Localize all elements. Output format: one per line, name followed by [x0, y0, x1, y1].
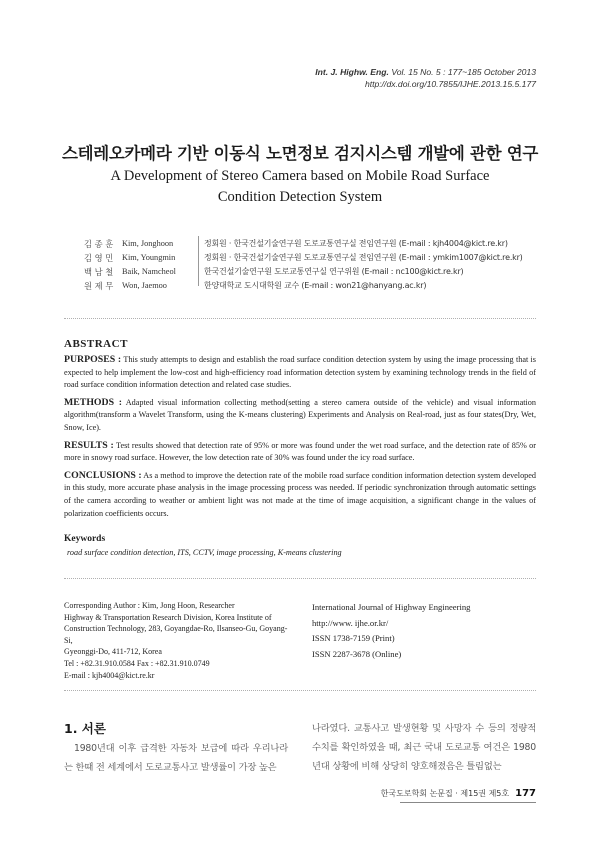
corr-line: Gyeonggi-Do, 411-712, Korea	[64, 647, 162, 657]
author-name-en: Baik, Namcheol	[122, 267, 176, 276]
journal-citation	[315, 66, 536, 78]
title-english-line2: Condition Detection System	[217, 189, 383, 205]
author-affiliation: 한양대학교 도시대학원 교수 (E-mail : won21@hanyang.ac.kr)	[204, 281, 427, 290]
author-row	[84, 237, 523, 251]
methods-label: METHODS :	[64, 396, 122, 408]
keywords-heading: Keywords	[64, 534, 106, 544]
abstract-conclusions	[64, 470, 536, 520]
separator-dotted	[64, 690, 536, 691]
section-heading: 1. 서론	[64, 721, 106, 736]
title-english	[0, 166, 600, 208]
title-korean: 스테레오카메라 기반 이동식 노면정보 검지시스템 개발에 관한 연구	[61, 144, 538, 163]
abstract-methods	[64, 397, 536, 435]
results-label: RESULTS :	[64, 439, 114, 451]
author-list	[84, 237, 523, 293]
author-name-en: Won, Jaemoo	[122, 281, 167, 290]
corr-line: Corresponding Author : Kim, Jong Hoon, Researcher	[64, 601, 235, 610]
separator-dotted	[64, 578, 536, 579]
page-number: 177	[515, 788, 536, 799]
author-name-en: Kim, Youngmin	[122, 253, 176, 262]
author-name-ko: 원 제 무	[84, 281, 114, 291]
methods-text: Adapted visual information collecting method(setting a stereo camera outside of the vehicle) and visual information algorithm(transform a Wavelet Transform, using the K-means clustering) Experiments and Analysis on Real-road, just as four states(Dry, Wet, Snow, Ice).	[64, 397, 536, 432]
corr-line: Highway & Transportation Research Division, Korea Institute of	[64, 612, 272, 622]
issn-online: ISSN 2287-3678 (Online)	[312, 648, 402, 659]
journal-name: Int. J. Highw. Eng.	[315, 67, 389, 77]
conclusions-label: CONCLUSIONS :	[64, 469, 142, 481]
author-affiliation: 정회원 · 한국건설기술연구원 도로교통연구실 전임연구원 (E-mail : kjh4004@kict.re.kr)	[204, 239, 508, 248]
results-text: Test results showed that detection rate of 95% or more was found under the wet road surface, and the detection rate of 85% or more in snowy road surface. However, the low detection rate of 30% was found under the icy road surface.	[64, 440, 536, 463]
journal-volume: Vol. 15 No. 5 : 177~185 October 2013	[391, 67, 536, 77]
page-footer	[381, 788, 536, 799]
journal-info-url[interactable]: http://www. ijhe.or.kr/	[312, 617, 389, 628]
abstract-body	[64, 354, 536, 525]
journal-header	[315, 66, 536, 90]
author-row	[84, 265, 523, 279]
author-affiliation: 한국건설기술연구원 도로교통연구실 연구위원 (E-mail : nc100@kict.re.kr)	[204, 267, 464, 276]
corr-line: Tel : +82.31.910.0584 Fax : +82.31.910.0749	[64, 658, 210, 668]
body-column-left: 1980년대 이후 급격한 자동차 보급에 따라 우리나라는 한때 전 세계에서 도로교통사고 발생률이 가장 높은	[64, 743, 288, 773]
abstract-purposes	[64, 354, 536, 392]
purposes-text: This study attempts to design and establish the road surface condition detection system by using the image processing that is expected to help implement the low-cost and high-efficiency road information detection system by examining technology trends in the field of road surface condition information detection and related case studies.	[64, 355, 536, 390]
journal-doi[interactable]: http://dx.doi.org/10.7855/IJHE.2013.15.5.177	[364, 79, 536, 89]
journal-info-block	[312, 600, 470, 662]
separator-dotted	[64, 318, 536, 319]
purposes-label: PURPOSES :	[64, 354, 122, 365]
author-row	[84, 279, 523, 293]
author-name-ko: 김 종 훈	[84, 239, 114, 249]
author-name-ko: 백 남 철	[84, 267, 114, 277]
keywords-list: road surface condition detection, ITS, CCTV, image processing, K-means clustering	[67, 548, 342, 557]
author-affiliation: 정회원 · 한국건설기술연구원 도로교통연구실 전임연구원 (E-mail : ymkim1007@kict.re.kr)	[204, 253, 523, 262]
abstract-heading: ABSTRACT	[64, 338, 128, 350]
author-name-en: Kim, Jonghoon	[122, 239, 174, 248]
issn-print: ISSN 1738-7159 (Print)	[312, 633, 395, 644]
journal-info-name: International Journal of Highway Engineering	[312, 602, 471, 612]
corr-line: Construction Technology, 283, Goyangdae-Ro, Ilsanseo-Gu, Goyang-Si,	[64, 624, 288, 645]
footer-journal: 한국도로학회 논문집 · 제15권 제5호	[380, 789, 510, 798]
conclusions-text: As a method to improve the detection rate of the mobile road surface condition information detection system developed in this study, more accurate phase analysis in the image processing process was needed. If periodic synchronization through automatic settings of the camera according to weather or ambient light was not made at the time of image acquisition, a significant change in the values of polarization coefficients occurs.	[64, 470, 537, 518]
author-row	[84, 251, 523, 265]
title-english-line1: A Development of Stereo Camera based on Mobile Road Surface	[110, 168, 490, 184]
corresponding-author-block	[64, 600, 296, 681]
body-column-right: 나라였다. 교통사고 발생현황 및 사망자 수 등의 정량적 수치를 확인하였을 때, 최근 국내 도로교통 여건은 1980년대 상황에 비해 상당히 양호해졌음은 틀림없는	[312, 723, 536, 772]
corr-email: E-mail : kjh4004@kict.re.kr	[64, 670, 155, 680]
abstract-results	[64, 440, 536, 465]
footer-rule	[400, 802, 536, 803]
author-name-ko: 김 영 민	[84, 253, 114, 263]
